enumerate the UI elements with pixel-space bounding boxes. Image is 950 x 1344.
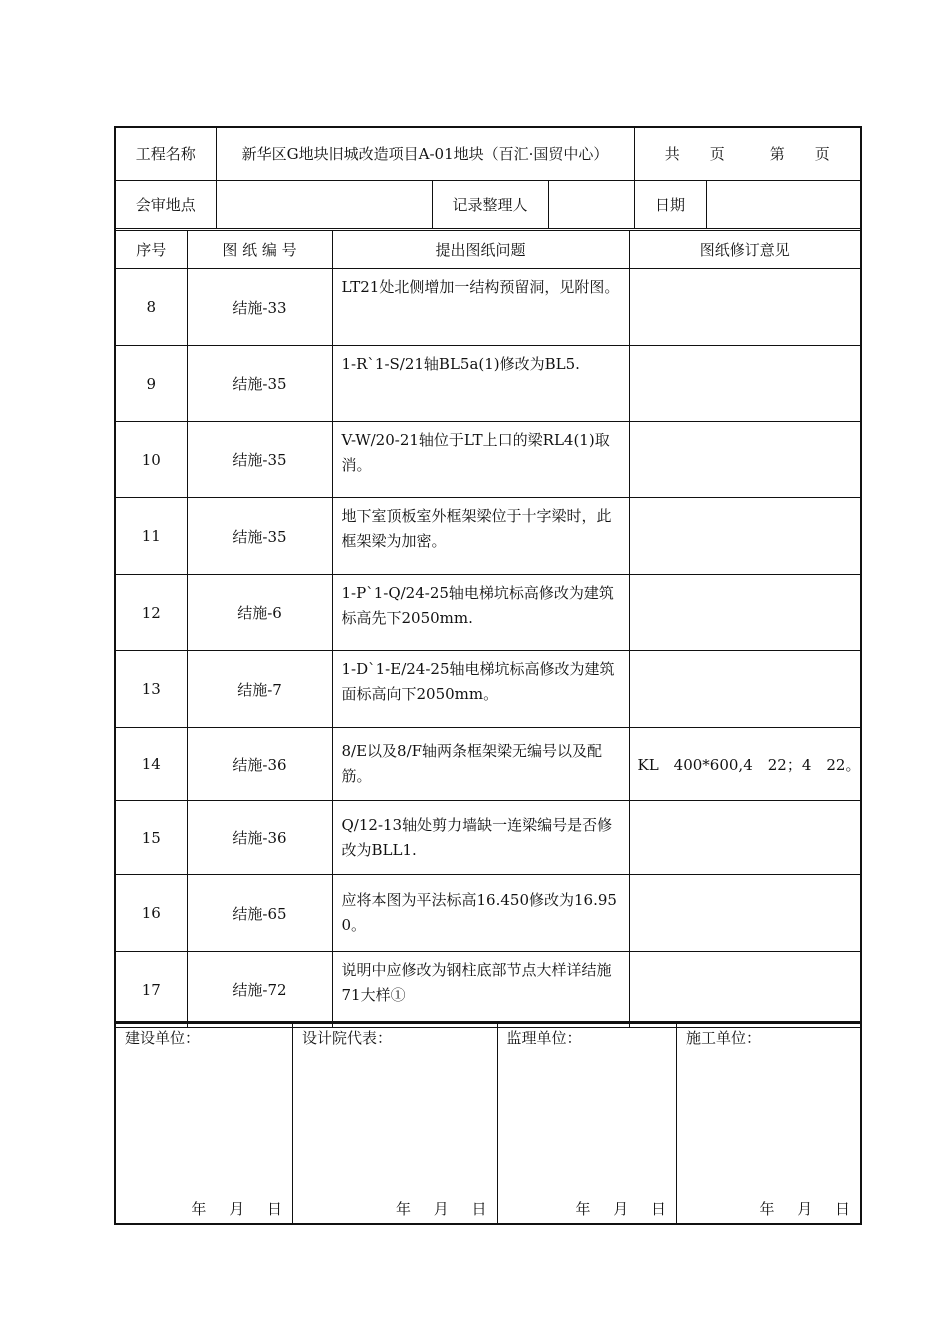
issues-table	[116, 230, 860, 1028]
signature-label: 建设单位：	[125, 1029, 201, 1047]
project-name: 新华区G地块旧城改造项目A-01地块（百汇·国贸中心）	[216, 128, 634, 181]
table-row	[116, 422, 860, 498]
row-issue: 8/E以及8/F轴两条框架梁无编号以及配筋。	[332, 728, 629, 801]
row-revision[interactable]	[629, 346, 860, 422]
row-drawing: 结施-65	[187, 875, 332, 952]
row-no: 16	[116, 875, 187, 952]
table-row	[116, 575, 860, 651]
review-record-sheet	[114, 126, 862, 1024]
row-no: 13	[116, 651, 187, 728]
row-issue: LT21处北侧增加一结构预留洞，见附图。	[332, 269, 629, 346]
row-revision[interactable]	[629, 875, 860, 952]
row-drawing: 结施-7	[187, 651, 332, 728]
header-table	[116, 128, 860, 229]
row-no: 12	[116, 575, 187, 651]
row-revision[interactable]	[629, 651, 860, 728]
signature-date: 年 月 日	[759, 1200, 850, 1218]
row-issue: 说明中应修改为钢柱底部节点大样详结施71大样①	[332, 952, 629, 1028]
row-revision[interactable]	[629, 575, 860, 651]
signature-label: 监理单位：	[506, 1029, 582, 1047]
col-header-issue: 提出图纸问题	[332, 231, 629, 269]
location-label: 会审地点	[116, 181, 216, 229]
location-value[interactable]	[216, 181, 432, 229]
row-revision[interactable]: KL 400*600,4 22；4 22。	[629, 728, 860, 801]
table-row	[116, 498, 860, 575]
date-value[interactable]	[706, 181, 860, 229]
col-header-drawing: 图 纸 编 号	[187, 231, 332, 269]
row-no: 14	[116, 728, 187, 801]
row-revision[interactable]	[629, 801, 860, 875]
date-label: 日期	[634, 181, 706, 229]
col-header-revision: 图纸修订意见	[629, 231, 860, 269]
row-issue: 地下室顶板室外框架梁位于十字梁时，此框架梁为加密。	[332, 498, 629, 575]
row-no: 17	[116, 952, 187, 1028]
row-revision[interactable]	[629, 498, 860, 575]
row-revision[interactable]	[629, 269, 860, 346]
row-issue: 1-D`1-E/24-25轴电梯坑标高修改为建筑面标高向下2050mm。	[332, 651, 629, 728]
row-issue: Q/12-13轴处剪力墙缺一连梁编号是否修改为BLL1.	[332, 801, 629, 875]
row-no: 15	[116, 801, 187, 875]
project-label: 工程名称	[116, 128, 216, 181]
signature-date: 年 月 日	[191, 1200, 282, 1218]
table-row	[116, 728, 860, 801]
page-info: 共 页 第 页	[634, 128, 860, 181]
row-drawing: 结施-36	[187, 728, 332, 801]
row-no: 10	[116, 422, 187, 498]
row-issue: 1-R`1-S/21轴BL5a(1)修改为BL5.	[332, 346, 629, 422]
row-drawing: 结施-36	[187, 801, 332, 875]
table-row	[116, 269, 860, 346]
row-issue: V-W/20-21轴位于LT上口的梁RL4(1)取消。	[332, 422, 629, 498]
row-issue: 1-P`1-Q/24-25轴电梯坑标高修改为建筑标高先下2050mm.	[332, 575, 629, 651]
row-drawing: 结施-35	[187, 346, 332, 422]
row-no: 9	[116, 346, 187, 422]
row-revision[interactable]	[629, 952, 860, 1028]
recorder-value[interactable]	[548, 181, 634, 229]
table-row	[116, 952, 860, 1028]
signature-designer[interactable]	[292, 1022, 497, 1224]
recorder-label: 记录整理人	[432, 181, 548, 229]
row-revision[interactable]	[629, 422, 860, 498]
table-row	[116, 875, 860, 952]
row-drawing: 结施-35	[187, 498, 332, 575]
col-header-no: 序号	[116, 231, 187, 269]
row-drawing: 结施-72	[187, 952, 332, 1028]
row-drawing: 结施-6	[187, 575, 332, 651]
row-no: 8	[116, 269, 187, 346]
signature-label: 设计院代表：	[301, 1029, 392, 1047]
signature-contractor[interactable]	[676, 1022, 861, 1224]
signature-date: 年 月 日	[575, 1200, 666, 1218]
table-header-row	[116, 231, 860, 269]
signature-supervisor[interactable]	[497, 1022, 676, 1224]
row-drawing: 结施-35	[187, 422, 332, 498]
table-row	[116, 801, 860, 875]
signature-owner[interactable]	[115, 1022, 292, 1224]
signature-label: 施工单位：	[685, 1029, 761, 1047]
row-issue: 应将本图为平法标高16.450修改为16.950。	[332, 875, 629, 952]
row-drawing: 结施-33	[187, 269, 332, 346]
table-row	[116, 651, 860, 728]
signature-table	[114, 1021, 862, 1225]
signature-date: 年 月 日	[395, 1200, 487, 1218]
table-row	[116, 346, 860, 422]
row-no: 11	[116, 498, 187, 575]
